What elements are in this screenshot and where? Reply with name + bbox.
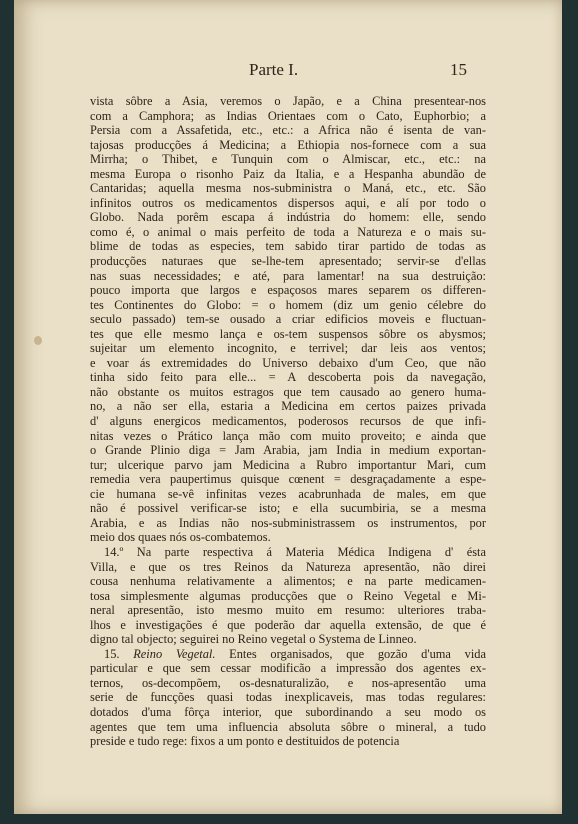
text-line [90,196,486,211]
text-line [90,94,486,109]
line-text: Cantaridas; aquella mesma nos-subministra o Maná, etc., etc. São [90,181,486,196]
line-text: blime de todas as especies, tem sabido tirar partido de todas as [90,239,486,254]
text-line [90,589,486,604]
text-line [90,239,486,254]
text-line [90,661,486,676]
text-line [90,341,486,356]
line-text: serie de funcções quasi todas inexplicaveis, mas todas regulares: [90,690,486,705]
text-line [90,283,486,298]
line-text: no, a não ser ella, estaria a Medicina em certos paizes privada [90,399,486,414]
line-text: Persia com a Assafetida, etc., etc.: a Africa não é isenta de van- [90,123,486,138]
line-text: Villa, e que os tres Reinos da Natureza apresentão, não direi [90,559,486,574]
text-line [90,109,486,124]
line-text: tes Continentes do Globo: = o homem (diz um genio célebre do [90,297,486,312]
text-line [90,210,486,225]
line-text: como é, o animal o mais perfeito de toda a Natureza e o mais su- [90,224,486,239]
body-text [90,94,486,749]
text-line [90,734,486,749]
text-line [90,356,486,371]
line-text: Entes organisados, que gozão d'uma vida [215,646,486,661]
line-text: sujeitar um elemento incognito, e terrivel; dar leis aos ventos; [90,341,486,356]
text-line [90,138,486,153]
text-line [90,545,486,560]
line-text: nas suas necessidades; e até, para lamentar! na sua destruição: [90,268,486,283]
text-line [90,385,486,400]
text-line [90,472,486,487]
line-text: o Grande Plinio diga = Jam Arabia, jam India in medium exportan- [90,443,486,458]
text-line [90,647,486,662]
line-text: producções naturaes que se-lhe-tem apresentado; servir-se d'ellas [90,254,486,269]
line-text: tajosas producções á Medicina; a Ethiopia nos-fornece com a sua [90,137,486,152]
text-line [90,458,486,473]
section-heading: Reino Vegetal. [133,646,216,661]
text-line [90,574,486,589]
line-text: 14.º Na parte respectiva á Materia Médica Indigena d' ésta [104,544,486,559]
text-line [90,690,486,705]
line-text: preside e tudo rege: fixos a um ponto e destituidos de potencia [90,734,400,749]
page-number: 15 [450,60,467,79]
line-text: ternos, os-decompõem, os-desnaturalizão, e nos-apresentão uma [90,675,486,690]
text-line [90,312,486,327]
line-text: meio dos quaes nós os-combatemos. [90,530,271,545]
line-text: pouco importa que largos e espaçosos mares separem os differen- [90,283,486,298]
text-line [90,429,486,444]
text-line [90,269,486,284]
text-line [90,632,486,647]
line-text: vista sôbre a Asia, veremos o Japão, e a China presentear-nos [90,94,486,108]
text-line [90,370,486,385]
line-text: Mirrha; o Thibet, e Tunquin com o Almiscar, etc., etc.: na [90,152,486,167]
text-line [90,560,486,575]
line-text: tinha sido feito para elle... = A descoberta pois da navegação, [90,370,486,385]
line-text: infinitos outros os medicamentos dispersos aqui, e alí por todo o [90,195,486,210]
line-text: não é possivel verificar-se isto; e ella sucumbiria, se a mesma [90,501,486,516]
paper-stain [34,336,42,345]
text-line [90,720,486,735]
text-line [90,225,486,240]
line-text: d' alguns energicos medicamentos, poderosos recursos de que infi- [90,414,486,429]
text-line [90,443,486,458]
line-text: tes que elle mesmo lança e os-tem suspensos sôbre os abysmos; [90,326,486,341]
text-line [90,501,486,516]
page-header [14,58,562,84]
line-text: agentes que tem uma influencia absoluta sôbre o mineral, a tudo [90,719,486,734]
line-text: lhos e investigações é que poderão dar aquella extensão, de que é [90,617,486,632]
text-line [90,399,486,414]
text-line [90,530,486,545]
line-text: Globo. Nada porêm escapa á indústria do homem: elle, sendo [90,210,486,225]
text-line [90,414,486,429]
text-line [90,603,486,618]
line-text: remedia vera paupertimus quisque cœnent = desgraçadamente a espe- [90,472,486,487]
line-text: mesma Europa o risonho Paiz da Italia, e a Hespanha abundão de [90,166,486,181]
line-text: seculo passado) tem-se ousado a criar edificios moveis e fluctuan- [90,312,486,327]
line-text: não obstante os muitos estragos que tem causado ao genero huma- [90,384,486,399]
text-line [90,618,486,633]
line-text: tur; ulcerique parvo jam Medicina a Rubro importantur Mari, cum [90,457,486,472]
text-line [90,123,486,138]
line-text: tosa simplesmente algumas producções que o Reino Vegetal e Mi- [90,588,486,603]
section-number: 15. [104,646,134,661]
line-text: particular e que sem cessar modificão a impressão dos agentes ex- [90,661,486,676]
text-line [90,676,486,691]
text-line [90,327,486,342]
line-text: com a Camphora; as Indias Orientaes com o Cato, Euphorbio; a [90,108,486,123]
text-line [90,181,486,196]
running-title: Parte I. [249,60,299,79]
book-page [14,0,562,814]
text-line [90,298,486,313]
line-text: e voar ás extremidades do Universo debaixo d'um Ceo, que não [90,355,486,370]
text-line [90,487,486,502]
text-line [90,254,486,269]
line-text: Arabia, e as Indias não nos-subministrassem os instrumentos, por [90,515,486,530]
text-line [90,516,486,531]
line-text: digno tal objecto; seguirei no Reino vegetal o Systema de Linneo. [90,632,417,647]
line-text: dotados d'uma fôrça interior, que subordinando a seu modo os [90,704,486,719]
line-text: cie humana se-vê infinitas vezes acabrunhada de males, em que [90,486,486,501]
text-line [90,152,486,167]
text-line [90,167,486,182]
line-text: cousa nenhuma relativamente a alimentos; e na parte medicamen- [90,574,486,589]
text-line [90,705,486,720]
line-text: nitas vezes o Prático lança mão com muito proveito; e ainda que [90,428,486,443]
line-text: neral apresentão, isto mesmo muito em resumo: ulteriores traba- [90,603,486,618]
